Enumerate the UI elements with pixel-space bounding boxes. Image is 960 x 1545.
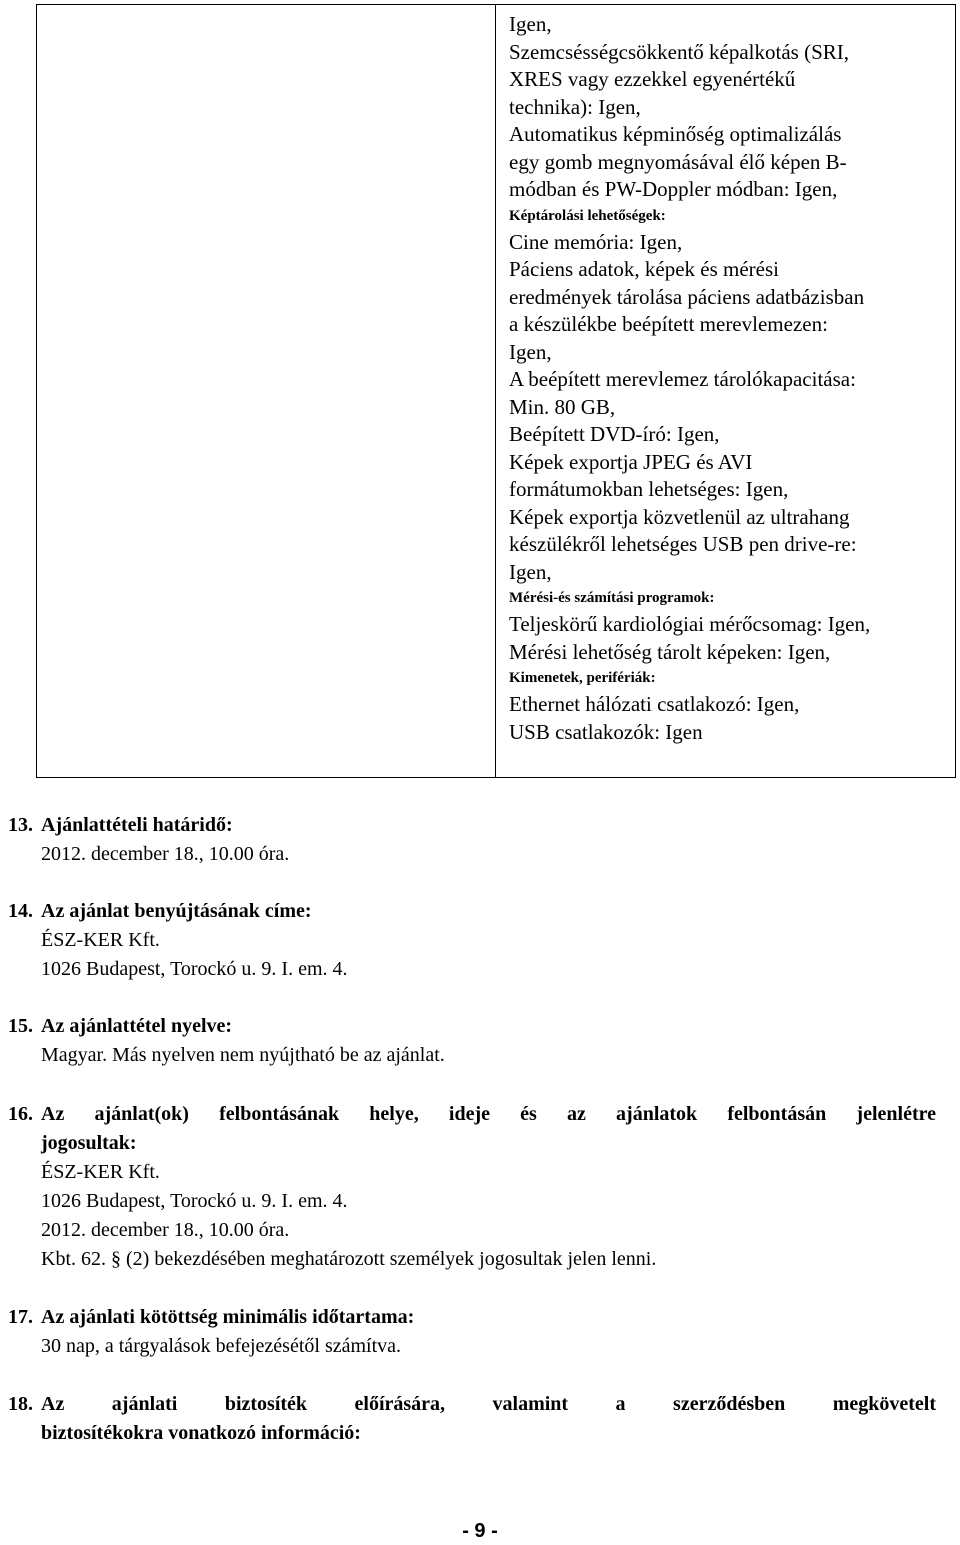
spec-line: XRES vagy ezzekkel egyenértékű	[509, 67, 796, 91]
spec-line: eredmények tárolása páciens adatbázisban	[509, 284, 865, 309]
spec-line: Képek exportja JPEG és AVI	[509, 449, 753, 474]
section-title: jogosultak:	[41, 1132, 137, 1154]
spec-line: Igen,	[509, 12, 552, 36]
section-body-line: 30 nap, a tárgyalások befejezésétől számítva.	[41, 1335, 402, 1357]
table-column-divider	[495, 5, 496, 777]
spec-line: Képek exportja közvetlenül az ultrahang	[509, 504, 850, 529]
spec-line: Beépített DVD-író: Igen,	[509, 422, 720, 446]
spec-line: Igen,	[509, 339, 552, 364]
spec-line: Mérési lehetőség tárolt képeken: Igen,	[509, 639, 831, 664]
section-title: biztosítékokra vonatkozó információ:	[41, 1422, 361, 1444]
spec-line: Min. 80 GB,	[509, 394, 616, 419]
section-number: 14.	[8, 900, 33, 922]
spec-column-right	[509, 11, 949, 746]
spec-line: Teljeskörű kardiológiai mérőcsomag: Igen,	[509, 612, 871, 636]
spec-line: Ethernet hálózati csatlakozó: Igen,	[509, 692, 800, 716]
section-title: Az ajánlat(ok) felbontásának helye, ideje és az ajánlatok felbontásán jelenlétre	[41, 1103, 936, 1125]
section-title: Ajánlattételi határidő:	[41, 814, 233, 836]
section-title: Az ajánlati biztosíték előírására, valamint a szerződésben megkövetelt	[41, 1393, 936, 1415]
section-body-line: 2012. december 18., 10.00 óra.	[41, 1219, 290, 1241]
section-number: 15.	[8, 1015, 33, 1037]
spec-line: A beépített merevlemez tárolókapacitása:	[509, 367, 856, 391]
page-number: - 9 -	[462, 1520, 498, 1542]
spec-line: USB csatlakozók: Igen	[509, 719, 703, 744]
spec-line: a készülékbe beépített merevlemezen:	[509, 312, 828, 336]
section-body-line: ÉSZ-KER Kft.	[41, 1161, 160, 1183]
section-body-line: Kbt. 62. § (2) bekezdésében meghatározott személyek jogosultak jelen lenni.	[41, 1248, 657, 1270]
spec-line: Automatikus képminőség optimalizálás	[509, 122, 842, 146]
spec-line: Páciens adatok, képek és mérési	[509, 257, 779, 281]
section-title: Az ajánlat benyújtásának címe:	[41, 900, 312, 922]
section-number: 18.	[8, 1393, 33, 1415]
section-title: Az ajánlati kötöttség minimális időtartama:	[41, 1306, 415, 1328]
spec-line: készülékről lehetséges USB pen drive-re:	[509, 532, 857, 556]
spec-line: egy gomb megnyomásával élő képen B-	[509, 149, 847, 174]
section-number: 13.	[8, 814, 33, 836]
section-body-line: 2012. december 18., 10.00 óra.	[41, 843, 290, 865]
spec-table	[36, 4, 956, 778]
section-number: 17.	[8, 1306, 33, 1328]
section-body-line: Magyar. Más nyelven nem nyújtható be az ajánlat.	[41, 1044, 445, 1066]
spec-subheading: Képtárolási lehetőségek:	[509, 207, 666, 224]
spec-line: Cine memória: Igen,	[509, 229, 683, 254]
spec-line: Szemcsésségcsökkentő képalkotás (SRI,	[509, 39, 850, 64]
spec-line: technika): Igen,	[509, 94, 641, 119]
spec-subheading: Mérési-és számítási programok:	[509, 590, 715, 606]
section-title: Az ajánlattétel nyelve:	[41, 1015, 233, 1037]
spec-subheading: Kimenetek, perifériák:	[509, 670, 656, 686]
section-number: 16.	[8, 1103, 33, 1125]
spec-line: módban és PW-Doppler módban: Igen,	[509, 177, 838, 201]
spec-line: Igen,	[509, 559, 552, 584]
section-body-line: 1026 Budapest, Torockó u. 9. I. em. 4.	[41, 1190, 348, 1212]
spec-line: formátumokban lehetséges: Igen,	[509, 477, 789, 501]
section-body-line: ÉSZ-KER Kft.	[41, 929, 160, 951]
section-body-line: 1026 Budapest, Torockó u. 9. I. em. 4.	[41, 958, 348, 980]
